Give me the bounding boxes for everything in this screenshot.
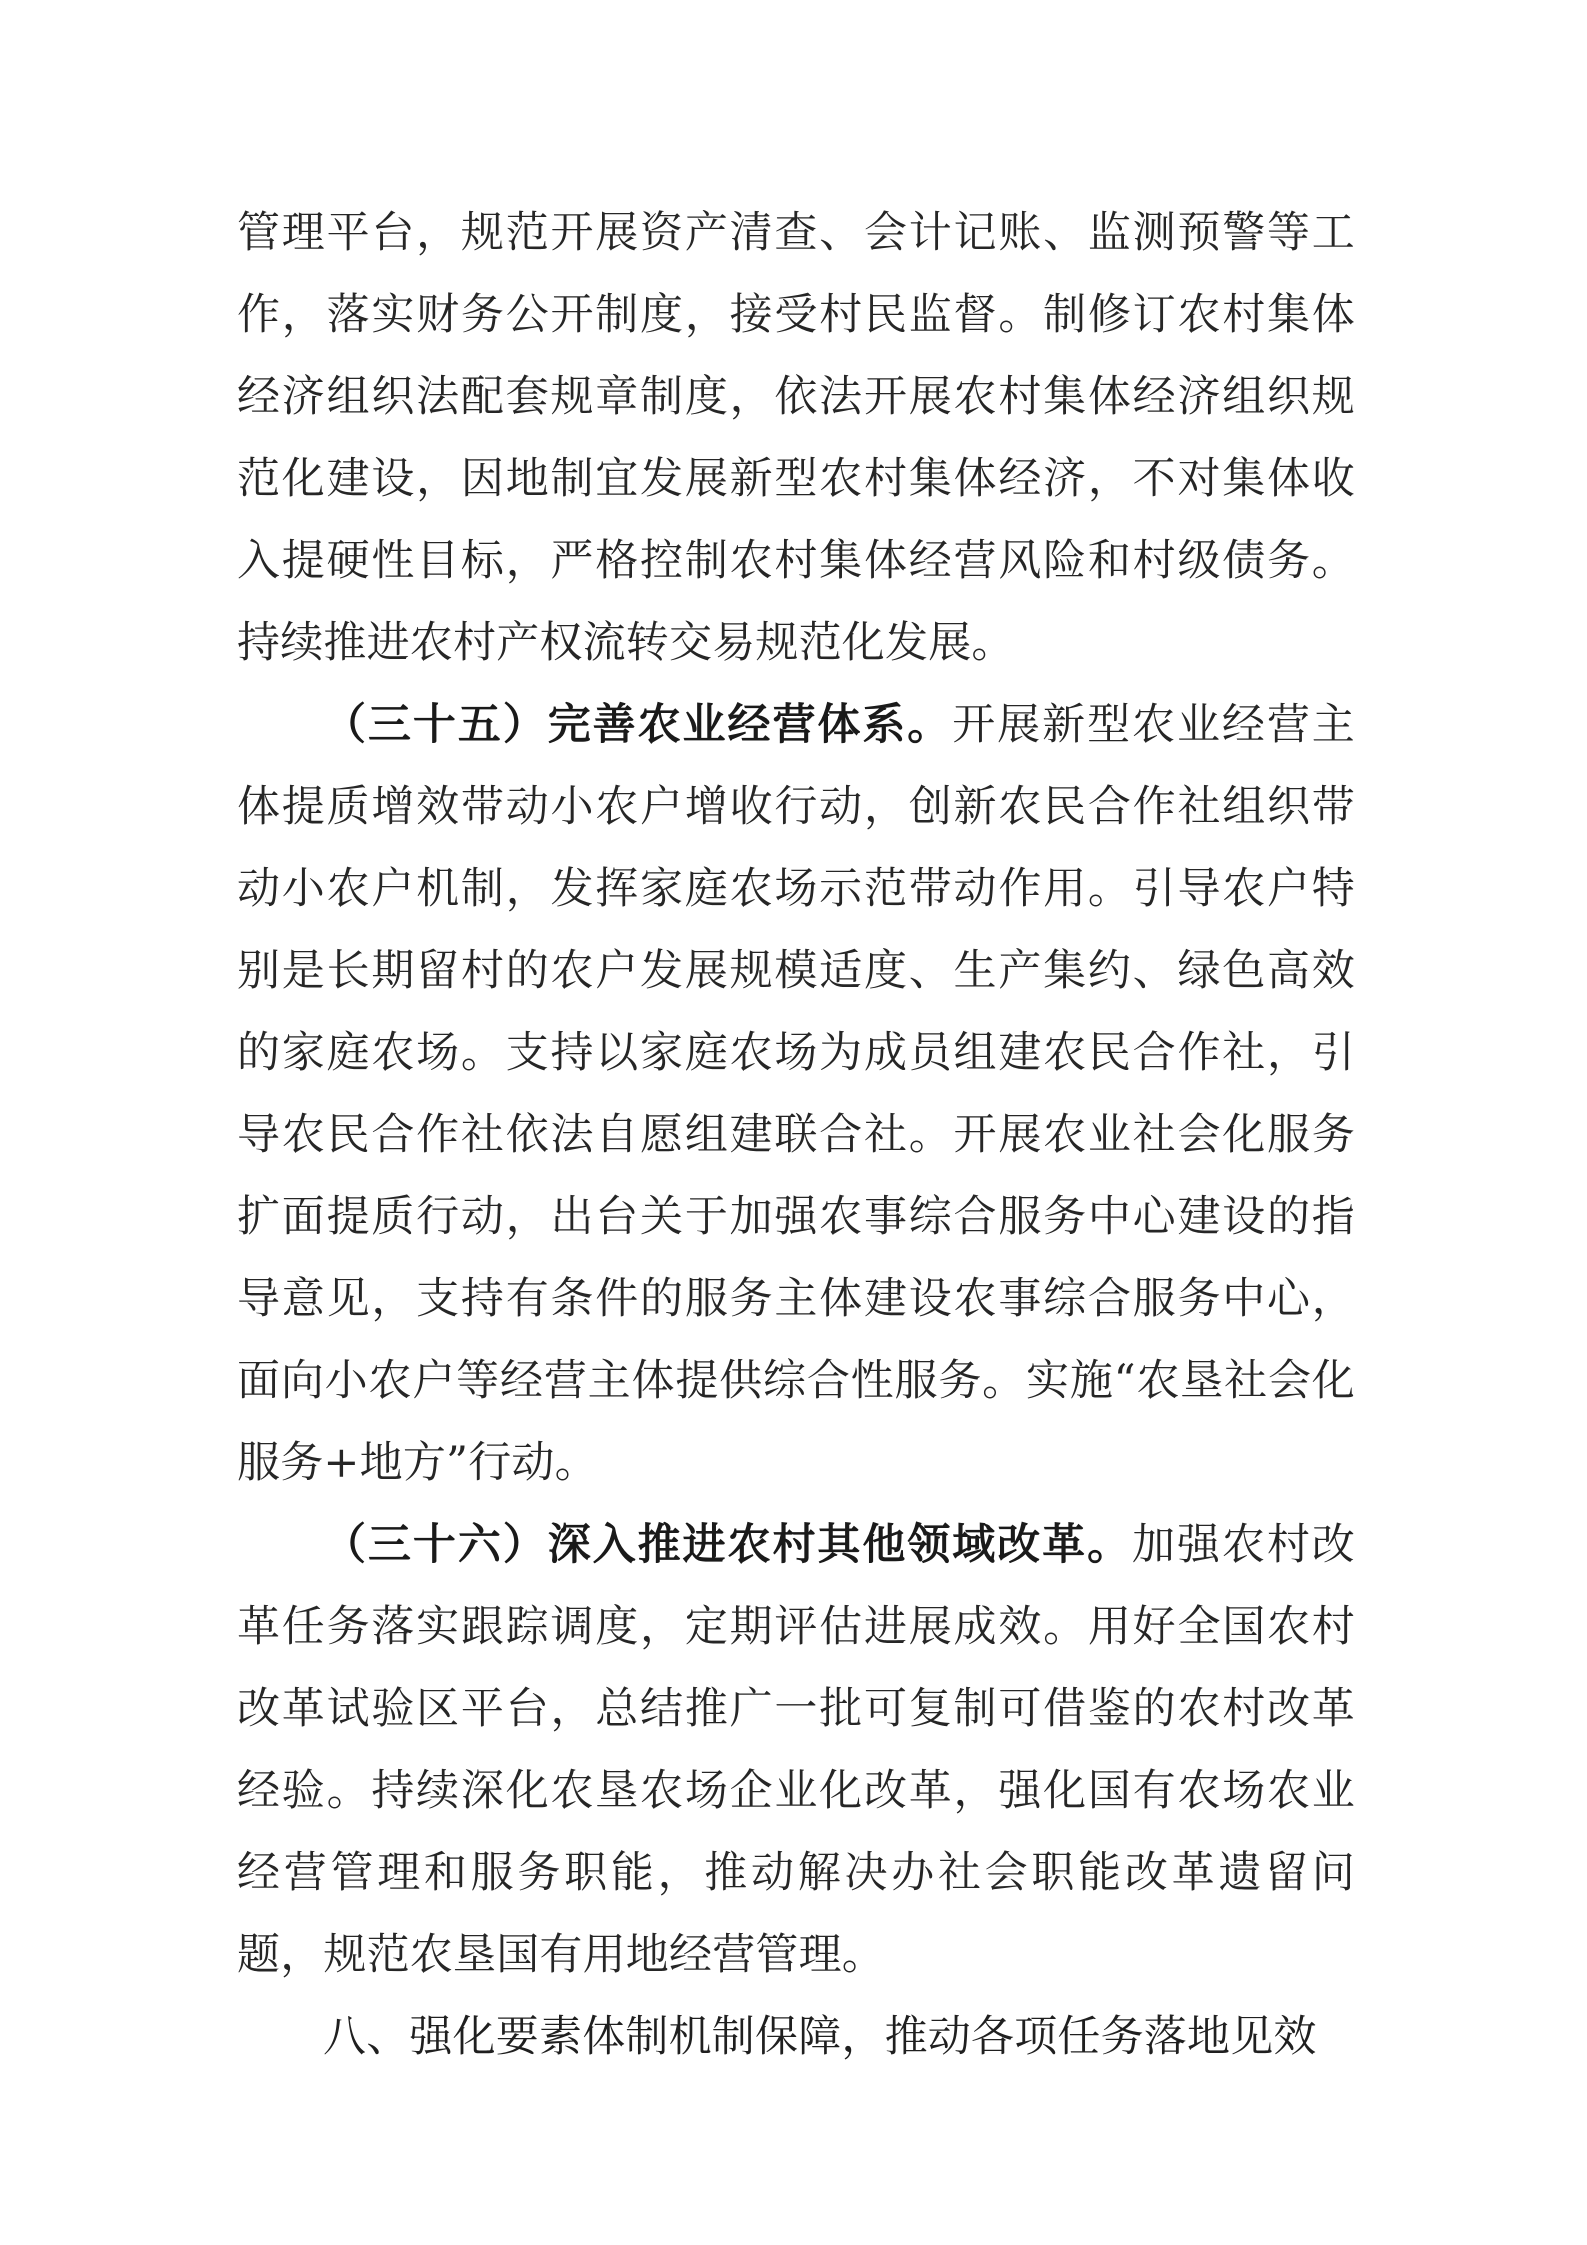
paragraph-text: 开展新型农业经营主体提质增效带动小农户增收行动，创新农民合作社组织带动小农户机制，发挥家庭农场示范带动作用。引导农户特别是长期留村的农户发展规模适度、生产集约、绿色高效的家庭农场。支持以家庭农场为成员组建农民合作社，引导农民合作社依法自愿组建联合社。开展农业社会化服务扩面提质行动，出台关于加强农事综合服务中心建设的指导意见，支持有条件的服务主体建设农事综合服务中心，面向小农户等经营主体提供综合性服务。实施“农垦社会化服务+地方”行动。 bbox=[237, 700, 1355, 1488]
paragraph-agricultural-operation-system bbox=[237, 684, 1355, 1504]
paragraph-asset-management bbox=[237, 192, 1355, 684]
paragraph-text: 管理平台，规范开展资产清查、会计记账、监测预警等工作，落实财务公开制度，接受村民监督。制修订农村集体经济组织法配套规章制度，依法开展农村集体经济组织规范化建设，因地制宜发展新型农村集体经济，不对集体收入提硬性目标，严格控制农村集体经营风险和村级债务。持续推进农村产权流转交易规范化发展。 bbox=[237, 208, 1355, 668]
paragraph-lead-heading: （三十六）深入推进农村其他领域改革。 bbox=[323, 1520, 1133, 1570]
document-body bbox=[237, 192, 1355, 2078]
paragraph-other-rural-reforms bbox=[237, 1504, 1355, 1996]
section-heading: 八、强化要素体制机制保障，推动各项任务落地见效 bbox=[323, 2012, 1317, 2062]
paragraph-lead-heading: （三十五）完善农业经营体系。 bbox=[323, 700, 953, 750]
paragraph-text: 加强农村改革任务落实跟踪调度，定期评估进展成效。用好全国农村改革试验区平台，总结推广一批可复制可借鉴的农村改革经验。持续深化农垦农场企业化改革，强化国有农场农业经营管理和服务职能，推动解决办社会职能改革遗留问题，规范农垦国有用地经营管理。 bbox=[237, 1520, 1355, 1980]
